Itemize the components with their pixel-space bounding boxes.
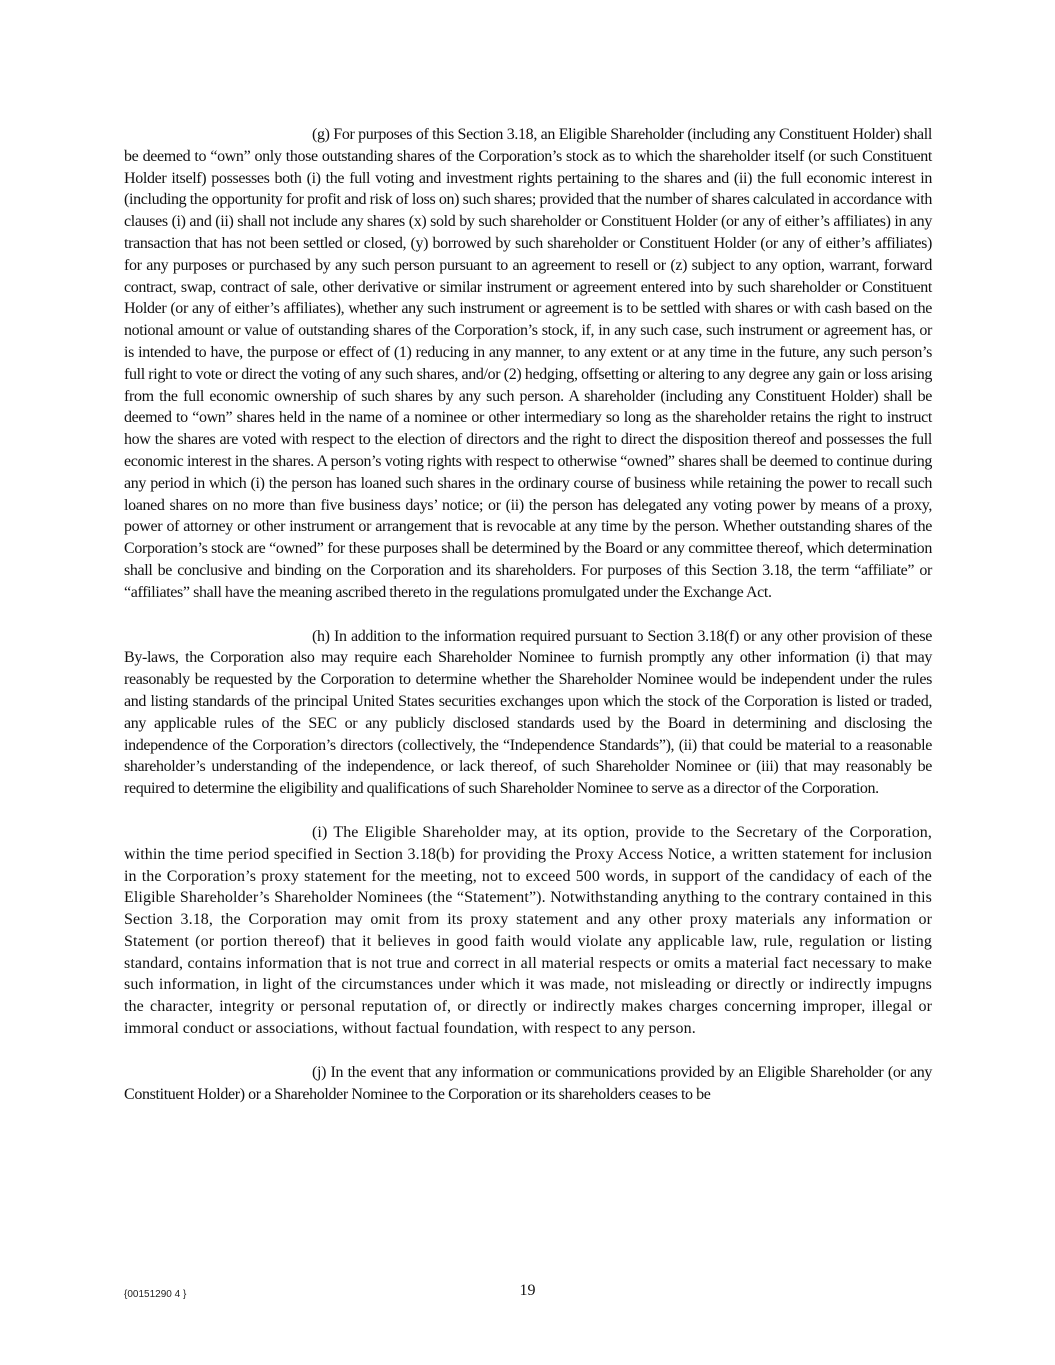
page-number: 19 — [519, 1282, 536, 1299]
paragraph-i: (i) The Eligible Shareholder may, at its option, provide to the Secretary of the Corporation, within the time period specified in Section 3.18(b) for providing the Proxy Access Notice, a written statement for inclusion in the Corporation’s proxy statement for the meeting, not to exceed 500 words, in support of the candidacy of each of the Eligible Shareholder’s Shareholder Nominees (the “Statement”). Notwithstanding anything to the contrary contained in this Section 3.18, the Corporation may omit from its proxy statement and any other proxy materials any information or Statement (or portion thereof) that it believes in good faith would violate any applicable law, rule, regulation or listing standard, contains information that is not true and correct in all material respects or omits a material fact necessary to make such information, in light of the circumstances under which it was made, not misleading or directly or indirectly impugns the character, integrity or personal reputation of, or directly or indirectly makes charges concerning improper, illegal or immoral conduct or associations, without factual foundation, with respect to any person. — [124, 823, 932, 1038]
document-id: {00151290 4 } — [124, 1289, 187, 1300]
document-page — [124, 124, 932, 1127]
paragraph-h: (h) In addition to the information required pursuant to Section 3.18(f) or any other provision of these By-laws, the Corporation also may require each Shareholder Nominee to furnish promptly any other information (i) that may reasonably be requested by the Corporation to determine whether the Shareholder Nominee would be independent under the rules and listing standards of the principal United States securities exchanges upon which the stock of the Corporation is listed or traded, any applicable rules of the SEC or any publicly disclosed standards used by the Board in determining and disclosing the independence of the Corporation’s directors (collectively, the “Independence Standards”), (ii) that could be material to a reasonable shareholder’s understanding of the independence, or lack thereof, of such Shareholder Nominee or (iii) that may reasonably be required to determine the eligibility and qualifications of such Shareholder Nominee to serve as a director of the Corporation. — [124, 627, 932, 798]
paragraph-g: (g) For purposes of this Section 3.18, an Eligible Shareholder (including any Constituent Holder) shall be deemed to “own” only those outstanding shares of the Corporation’s stock as to which the shareholder itself (or such Constituent Holder itself) possesses both (i) the full voting and investment rights pertaining to the shares and (ii) the full economic interest in (including the opportunity for profit and risk of loss on) such shares; provided that the number of shares calculated in accordance with clauses (i) and (ii) shall not include any shares (x) sold by such shareholder or Constituent Holder (or any of either’s affiliates) in any transaction that has not been settled or closed, (y) borrowed by such shareholder or Constituent Holder (or any of either’s affiliates) for any purposes or purchased by any such person pursuant to an agreement to resell or (z) subject to any option, warrant, forward contract, swap, contract of sale, other derivative or similar instrument or agreement entered into by such shareholder or Constituent Holder (or any of either’s affiliates), whether any such instrument or agreement is to be settled with shares or with cash based on the notional amount or value of outstanding shares of the Corporation’s stock, if, in any such case, such instrument or agreement has, or is intended to have, the purpose or effect of (1) reducing in any manner, to any extent or at any time in the future, any such person’s full right to vote or direct the voting of any such shares, and/or (2) hedging, offsetting or altering to any degree any gain or loss arising from the full economic ownership of such shares by any such person. A shareholder (including any Constituent Holder) shall be deemed to “own” shares held in the name of a nominee or other intermediary so long as the shareholder retains the right to instruct how the shares are voted with respect to the election of directors and the right to direct the disposition thereof and possesses the full economic interest in the shares. A person’s voting rights with respect to otherwise “owned” shares shall be deemed to continue during any period in which (i) the person has loaned such shares in the ordinary course of business while retaining the power to recall such loaned shares on no more than five business days’ notice; or (ii) the person has delegated any voting power by means of a proxy, power of attorney or other instrument or arrangement that is revocable at any time by the person. Whether outstanding shares of the Corporation’s stock are “owned” for these purposes shall be determined by the Board or any committee thereof, which determination shall be conclusive and binding on the Corporation and its shareholders. For purposes of this Section 3.18, the term “affiliate” or “affiliates” shall have the meaning ascribed thereto in the regulations promulgated under the Exchange Act. — [124, 126, 932, 601]
paragraph-j: (j) In the event that any information or communications provided by an Eligible Shareholder (or any Constituent Holder) or a Shareholder Nominee to the Corporation or its shareholders ceases to be — [124, 1063, 932, 1103]
